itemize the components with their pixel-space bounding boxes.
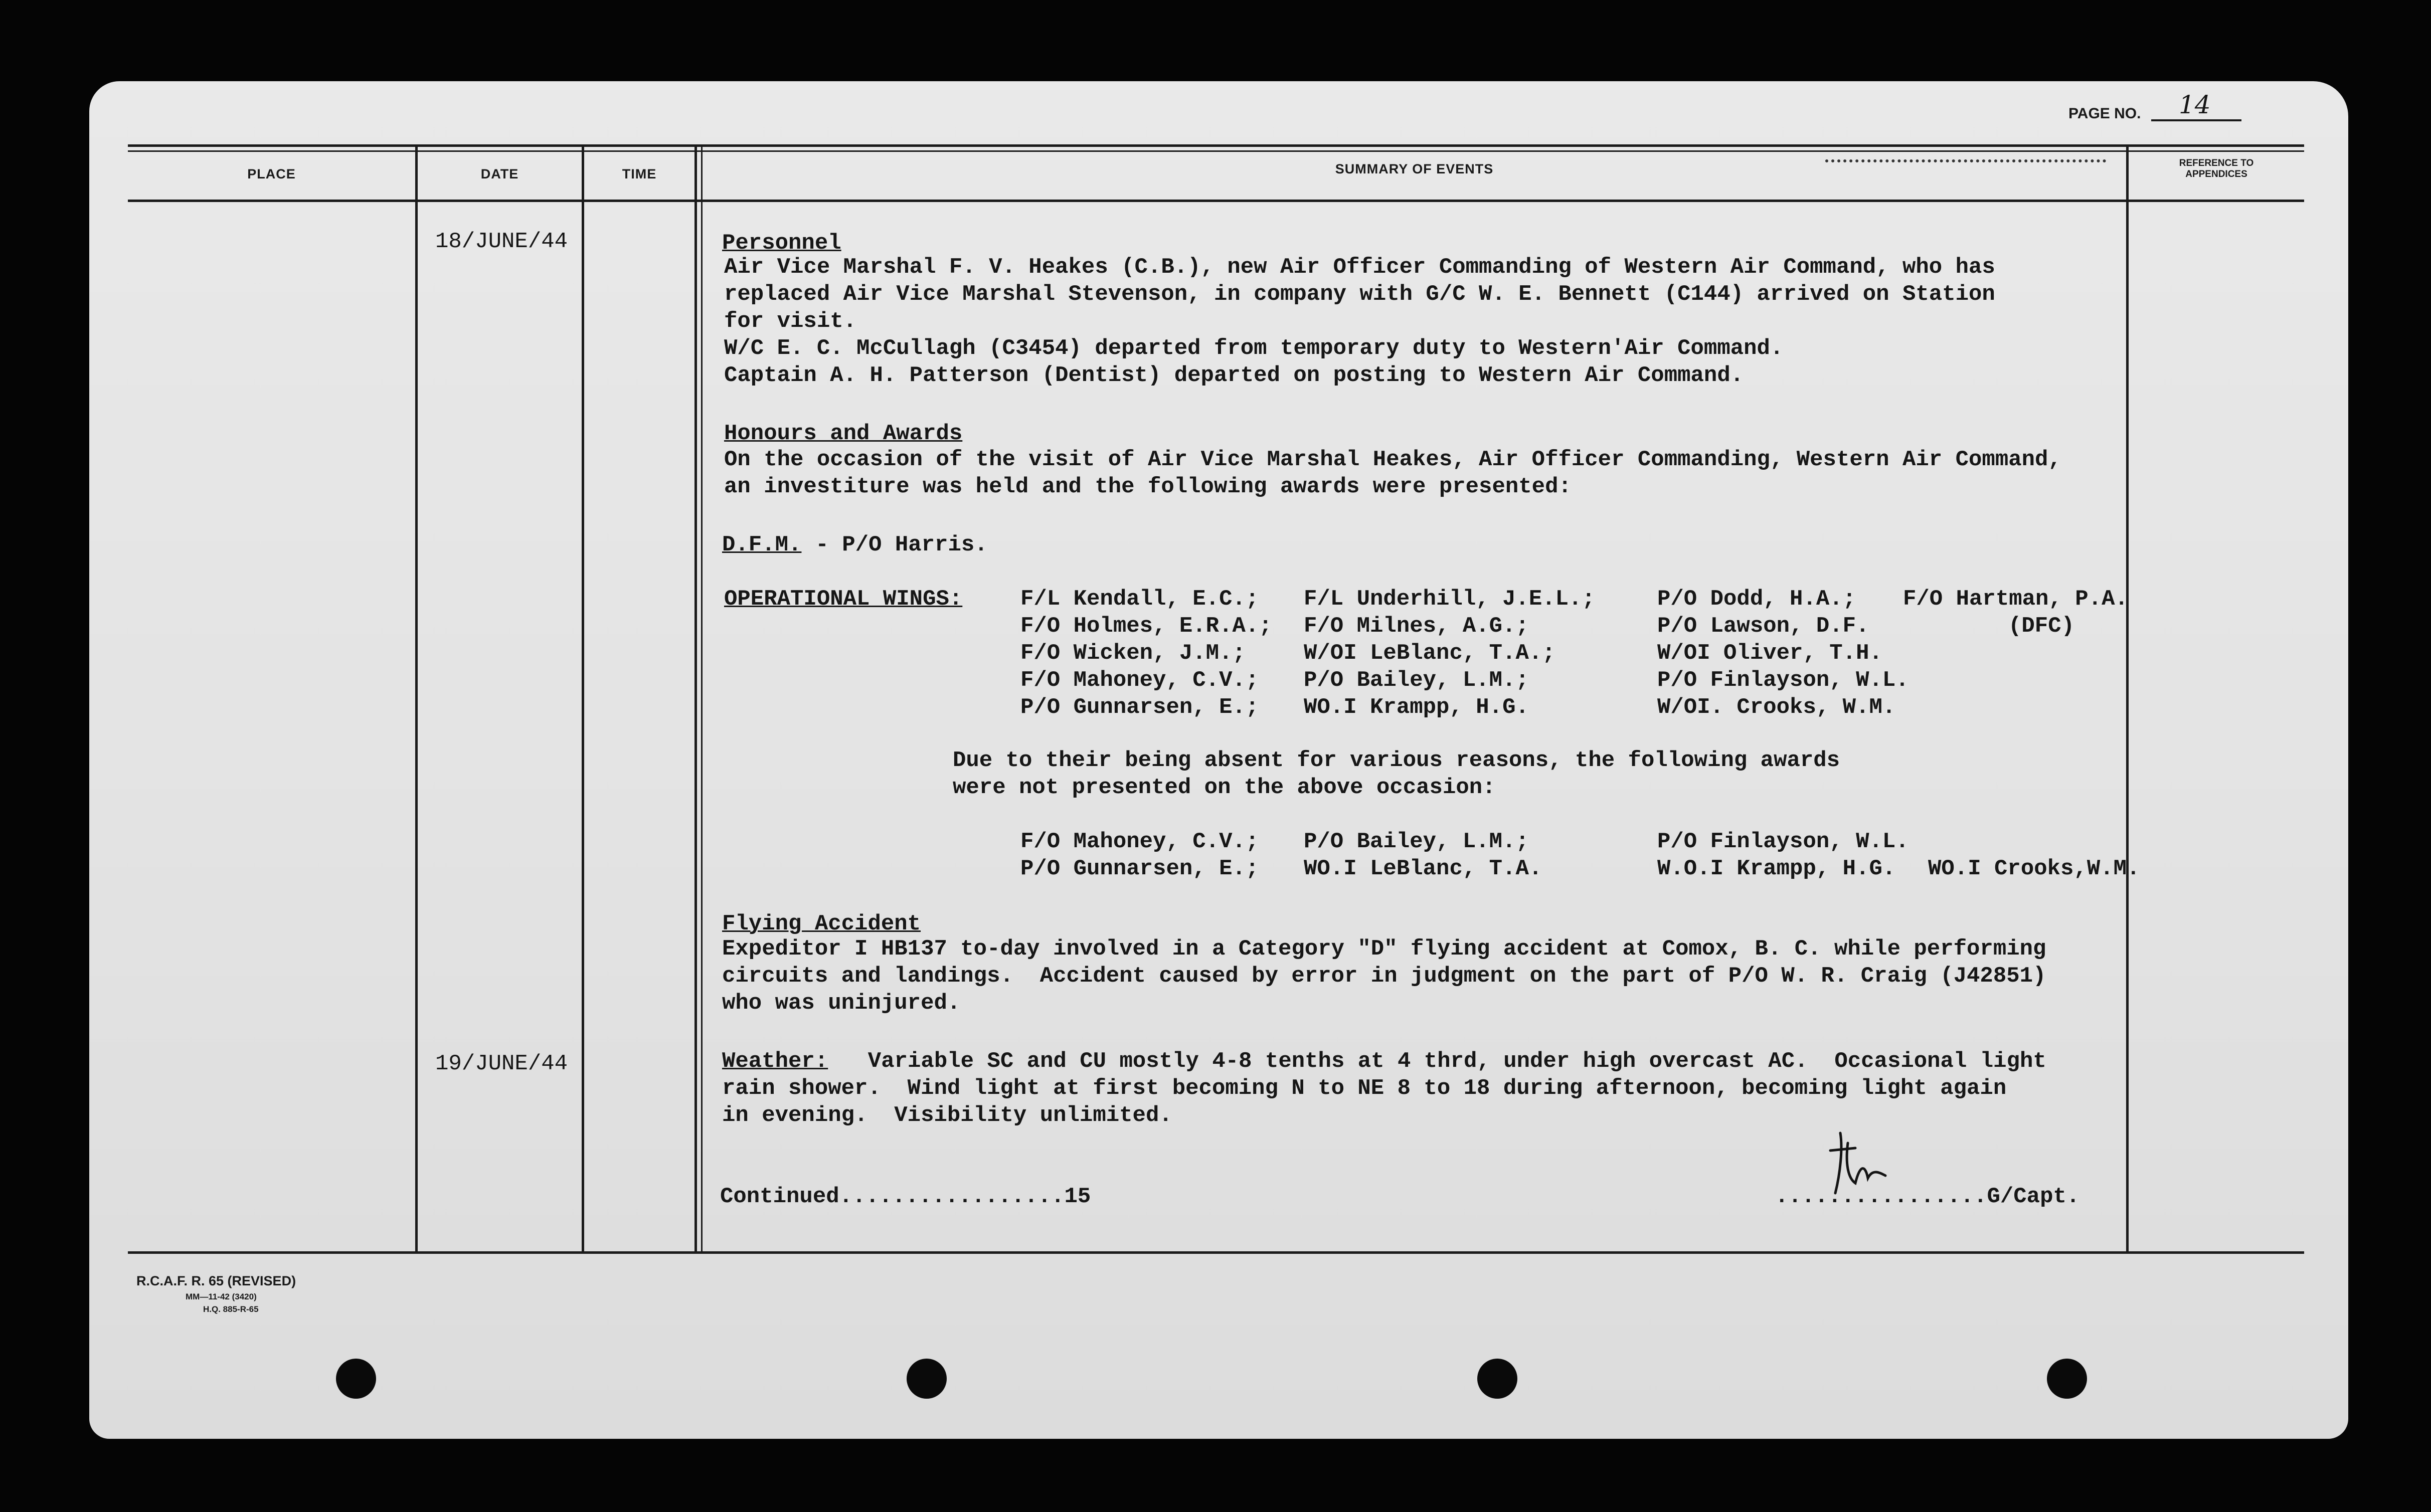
header-time: TIME [622, 166, 657, 181]
accident-line: who was uninjured. [722, 991, 961, 1016]
operational-wings-label: OPERATIONAL WINGS: [724, 587, 963, 612]
dfm-label: D.F.M. [722, 532, 802, 557]
header-bottom-rule [128, 200, 2304, 202]
table-bottom-rule [128, 1251, 2304, 1254]
header-reference-line2: APPENDICES [2185, 169, 2247, 179]
form-hq-code: H.Q. 885-R-65 [203, 1304, 259, 1314]
column-divider-time [694, 145, 697, 1253]
wings-name: F/O Hartman, P.A. [1903, 587, 2128, 612]
wings-name: WO.I Krampp, H.G. [1304, 695, 1529, 720]
dfm-text: - P/O Harris. [802, 532, 988, 557]
weather-line: in evening. Visibility unlimited. [722, 1103, 1172, 1128]
absent-name: W.O.I Krampp, H.G. [1657, 856, 1896, 881]
form-print-code: MM—11-42 (3420) [186, 1292, 257, 1301]
personnel-line: for visit. [724, 309, 857, 334]
binder-hole [336, 1359, 376, 1399]
wings-name: F/O Holmes, E.R.A.; [1020, 614, 1272, 639]
binder-hole [907, 1359, 947, 1399]
header-summary: SUMMARY OF EVENTS [1335, 161, 1494, 176]
wings-name: F/O Mahoney, C.V.; [1020, 668, 1259, 693]
absent-name: P/O Bailey, L.M.; [1304, 829, 1529, 854]
absent-name: P/O Gunnarsen, E.; [1020, 856, 1259, 881]
wings-name: F/O Milnes, A.G.; [1304, 614, 1529, 639]
continued-line: Continued.................15 [720, 1184, 1091, 1209]
date-entry-1: 18/JUNE/44 [435, 229, 568, 254]
header-reference-line1: REFERENCE TO [2179, 158, 2254, 168]
absent-name: WO.I Crooks,W.M. [1928, 856, 2140, 881]
wings-name: F/L Kendall, E.C.; [1020, 587, 1259, 612]
absent-note-line: were not presented on the above occasion: [953, 775, 1496, 800]
absent-note-line: Due to their being absent for various reasons, the following awards [953, 748, 1840, 773]
personnel-line: Air Vice Marshal F. V. Heakes (C.B.), new Air Officer Commanding of Western Air Command, who has [724, 255, 1995, 280]
form-number: R.C.A.F. R. 65 (REVISED) [136, 1273, 296, 1288]
wings-name: F/O Wicken, J.M.; [1020, 641, 1246, 666]
weather-line: Variable SC and CU mostly 4-8 tenths at 4 thrd, under high overcast AC. Occasional light [841, 1049, 2046, 1074]
header-date: DATE [480, 166, 519, 181]
personnel-line: W/C E. C. McCullagh (C3454) departed from temporary duty to Western'Air Command. [724, 336, 1784, 361]
wings-name: W/OI. Crooks, W.M. [1657, 695, 1896, 720]
column-divider-date [582, 145, 584, 1253]
honours-line: an investiture was held and the following awards were presented: [724, 474, 1572, 499]
header-top-rule-2 [128, 150, 2304, 152]
honours-line: On the occasion of the visit of Air Vice Marshal Heakes, Air Officer Commanding, Western Air Command, [724, 447, 2061, 472]
honours-heading: Honours and Awards [724, 421, 963, 446]
header-place: PLACE [247, 166, 296, 181]
personnel-heading: Personnel [722, 231, 841, 256]
accident-heading: Flying Accident [722, 911, 921, 936]
personnel-line: replaced Air Vice Marshal Stevenson, in company with G/C W. E. Bennett (C144) arrived on Station [724, 282, 1995, 307]
signature-scribble [1825, 1128, 1890, 1198]
absent-name: WO.I LeBlanc, T.A. [1304, 856, 1542, 881]
accident-line: circuits and landings. Accident caused by error in judgment on the part of P/O W. R. Craig (J42851) [722, 964, 2046, 989]
binder-hole [1477, 1359, 1517, 1399]
header-top-rule [128, 144, 2304, 147]
weather-line: rain shower. Wind light at first becoming N to NE 8 to 18 during afternoon, becoming light again [722, 1076, 2007, 1101]
page-number-label: PAGE NO. [2068, 105, 2141, 122]
signature-line: ................G/Capt. [1775, 1184, 2080, 1209]
wings-name: (DFC) [2008, 614, 2075, 639]
wings-name: P/O Gunnarsen, E.; [1020, 695, 1259, 720]
wings-name: W/OI LeBlanc, T.A.; [1304, 641, 1555, 666]
page-number: 14 [2179, 90, 2211, 119]
absent-name: F/O Mahoney, C.V.; [1020, 829, 1259, 854]
wings-name: P/O Lawson, D.F. [1657, 614, 1869, 639]
absent-name: P/O Finlayson, W.L. [1657, 829, 1909, 854]
wings-name: W/OI Oliver, T.H. [1657, 641, 1882, 666]
wings-name: P/O Finlayson, W.L. [1657, 668, 1909, 693]
personnel-line: Captain A. H. Patterson (Dentist) departed on posting to Western Air Command. [724, 363, 1744, 388]
accident-line: Expeditor I HB137 to-day involved in a Category "D" flying accident at Comox, B. C. while performing [722, 936, 2046, 962]
wings-name: F/L Underhill, J.E.L.; [1304, 587, 1595, 612]
column-divider-place [415, 145, 418, 1253]
page-number-underline [2151, 119, 2241, 121]
column-divider-reference [2126, 145, 2129, 1253]
binder-hole [2047, 1359, 2087, 1399]
weather-label: Weather: [722, 1049, 828, 1074]
date-entry-2: 19/JUNE/44 [435, 1051, 568, 1076]
wings-name: P/O Bailey, L.M.; [1304, 668, 1529, 693]
column-divider-time-2 [701, 145, 703, 1253]
wings-name: P/O Dodd, H.A.; [1657, 587, 1856, 612]
header-dotted-mark [1825, 159, 2106, 162]
